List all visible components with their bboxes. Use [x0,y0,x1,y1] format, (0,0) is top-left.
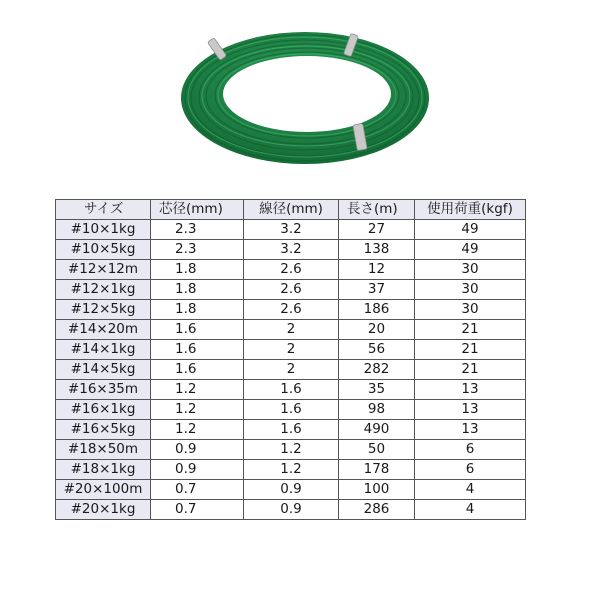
load-cell: 21 [415,320,526,340]
core-diameter-cell: 1.2 [151,420,244,440]
core-diameter-cell: 0.7 [151,480,244,500]
wire-diameter-cell: 1.2 [244,440,339,460]
header-size: サイズ [56,200,151,220]
core-diameter-cell: 1.2 [151,380,244,400]
core-diameter-cell: 2.3 [151,220,244,240]
table-row [56,320,526,340]
size-cell: #10×1kg [56,220,151,240]
core-diameter-cell: 1.8 [151,260,244,280]
wire-diameter-cell: 1.6 [244,400,339,420]
load-cell: 6 [415,460,526,480]
length-cell: 50 [339,440,415,460]
length-cell: 100 [339,480,415,500]
load-cell: 4 [415,500,526,520]
load-cell: 4 [415,480,526,500]
size-cell: #10×5kg [56,240,151,260]
length-cell: 56 [339,340,415,360]
table-row [56,460,526,480]
wire-diameter-cell: 1.6 [244,420,339,440]
table-row [56,500,526,520]
core-diameter-cell: 0.9 [151,460,244,480]
wire-diameter-cell: 2.6 [244,300,339,320]
wire-diameter-cell: 2.6 [244,280,339,300]
load-cell: 49 [415,240,526,260]
load-cell: 30 [415,300,526,320]
spec-table [55,199,526,520]
wire-coil-icon [175,20,435,170]
table-row [56,380,526,400]
size-cell: #14×5kg [56,360,151,380]
length-cell: 98 [339,400,415,420]
core-diameter-cell: 1.8 [151,300,244,320]
size-cell: #12×12m [56,260,151,280]
wire-diameter-cell: 1.2 [244,460,339,480]
load-cell: 13 [415,380,526,400]
size-cell: #18×1kg [56,460,151,480]
wire-diameter-cell: 0.9 [244,500,339,520]
length-cell: 138 [339,240,415,260]
header-load: 使用荷重(kgf) [415,200,526,220]
table-header-row [56,200,526,220]
table-row [56,240,526,260]
table-row [56,440,526,460]
length-cell: 35 [339,380,415,400]
load-cell: 30 [415,280,526,300]
wire-diameter-cell: 2 [244,340,339,360]
length-cell: 27 [339,220,415,240]
header-length: 長さ(m) [339,200,415,220]
table-row [56,220,526,240]
wire-diameter-cell: 1.6 [244,380,339,400]
core-diameter-cell: 1.8 [151,280,244,300]
table-row [56,480,526,500]
size-cell: #16×1kg [56,400,151,420]
length-cell: 186 [339,300,415,320]
wire-diameter-cell: 2 [244,320,339,340]
length-cell: 20 [339,320,415,340]
size-cell: #14×20m [56,320,151,340]
length-cell: 490 [339,420,415,440]
table-row [56,420,526,440]
size-cell: #12×5kg [56,300,151,320]
size-cell: #20×100m [56,480,151,500]
size-cell: #18×50m [56,440,151,460]
wire-diameter-cell: 3.2 [244,220,339,240]
wire-diameter-cell: 3.2 [244,240,339,260]
length-cell: 178 [339,460,415,480]
size-cell: #16×35m [56,380,151,400]
size-cell: #14×1kg [56,340,151,360]
wire-diameter-cell: 0.9 [244,480,339,500]
load-cell: 6 [415,440,526,460]
core-diameter-cell: 0.7 [151,500,244,520]
core-diameter-cell: 0.9 [151,440,244,460]
table-body [56,220,526,520]
core-diameter-cell: 2.3 [151,240,244,260]
length-cell: 12 [339,260,415,280]
load-cell: 30 [415,260,526,280]
load-cell: 21 [415,360,526,380]
table-row [56,300,526,320]
load-cell: 13 [415,400,526,420]
size-cell: #16×5kg [56,420,151,440]
header-wire-diameter: 線径(mm) [244,200,339,220]
wire-diameter-cell: 2.6 [244,260,339,280]
size-cell: #12×1kg [56,280,151,300]
table-row [56,280,526,300]
length-cell: 286 [339,500,415,520]
size-cell: #20×1kg [56,500,151,520]
header-core-diameter: 芯径(mm) [151,200,244,220]
wire-diameter-cell: 2 [244,360,339,380]
load-cell: 49 [415,220,526,240]
load-cell: 13 [415,420,526,440]
table-row [56,400,526,420]
table-row [56,260,526,280]
core-diameter-cell: 1.6 [151,340,244,360]
core-diameter-cell: 1.6 [151,360,244,380]
length-cell: 282 [339,360,415,380]
table-row [56,340,526,360]
table-row [56,360,526,380]
core-diameter-cell: 1.2 [151,400,244,420]
core-diameter-cell: 1.6 [151,320,244,340]
length-cell: 37 [339,280,415,300]
load-cell: 21 [415,340,526,360]
